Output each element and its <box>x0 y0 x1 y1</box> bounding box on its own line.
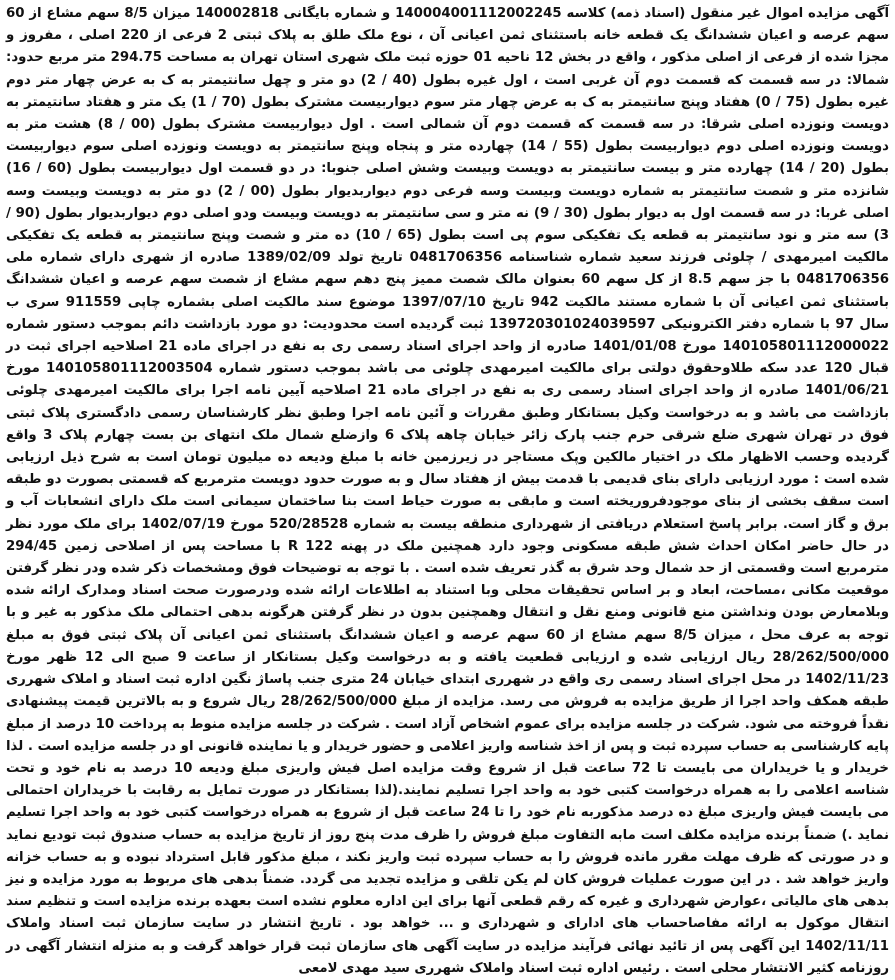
auction-notice-text: آگهی مزایده اموال غیر منقول (اسناد ذمه) کلاسه 140004001112002245 و شماره بایگانی 140002818 میزان 8/5 سهم مشاع از 60 سهم عرصه و اعیان ششدانگ یک قطعه خانه باستثنای ثمن اعیانی آن ، نوع ملک طلق به پلاک ثبتی 2 فرعی از 220 اصلی ، مفروز و مجزا شده از فرعی از اصلی مذکور ، واقع در بخش 12 ناحیه 01 حوزه ثبت ملک شهری استان تهران به مساحت 294.75 متر مربع حدود: شمالا: در سه قسمت که قسمت دوم آن غربی است ، اول غیره بطول (40 / 2) دو متر و چهل سانتیمتر به ک به عرض چهار متر دوم غیره بطول (75 / 0) هفتاد وپنج سانتیمتر به ک به عرض چهار متر سوم دیواربیست مشترک بطول (70 / 1) یک متر و هفتاد سانتیمتر به دویست ونوزده اصلی شرقا: در سه قسمت که قسمت دوم آن شمالی است . اول دیواربیست مشترک بطول (00 / 8) هشت متر به دویست ونوزده اصلی دوم دیواربیست بطول (55 / 14) چهارده متر و پنجاه وپنج سانتیمتر به دویست ونوزده اصلی سوم دیواربیست بطول (20 / 14) چهارده متر و بیست سانتیمتر به دویست وبیست وشش اصلی جنوبا: در دو قسمت اول دیواربیست بطول (60 / 16) شانزده متر و شصت سانتیمتر به شماره دویست وبیست وسه فرعی دوم دیواربدیوار بطول (00 / 2) دو متر به دویست وبیست وسه اصلی غربا: در سه قسمت اول به دیوار بطول (30 / 9) نه متر و سی سانتیمتر به دویست وبیست ودو اصلی دوم دیواربدیوار بطول (90 / 3) سه متر و نود سانتیمتر به قطعه یک تفکیکی سوم پی است بطول (65 / 10) ده متر و شصت وپنج سانتیمتر به قطعه یک تفکیکی مالکیت امیرمهدی / چلوئی فرزند سعید شماره شناسنامه 0481706356 تاریخ تولد 1389/02/09 صادره از شهری دارای شماره ملی 0481706356 با جز سهم 8.5 از کل سهم 60 بعنوان مالک شصت ممیز پنج دهم سهم مشاع از شصت سهم عرصه و اعیان ششدانگ باستثنای ثمن اعیانی آن با شماره مستند مالکیت 942 تاریخ 1397/07/10 موضوع سند مالکیت اصلی بشماره چاپی 911559 سری ب سال 97 با شماره دفتر الکترونیکی 139720301024039597 ثبت گردیده است محدودیت: دو مورد بازداشت دائم بموجب دستور شماره 140105801112000022 مورخ 1401/01/08 صادره از واحد اجرای اسناد رسمی ری به نفع در اجرای ماده 21 اصلاحیه اجرای ثبت در قبال 120 عدد سکه طلاوحقوق دولتی برای مالکیت امیرمهدی چلوئی می باشد بموجب دستور شماره 140105801112003504 مورخ 1401/06/21 صادره از واحد اجرای اسناد رسمی ری به نفع در اجرای ماده 21 اصلاحیه آیین نامه اجرا برای مالکیت امیرمهدی چلوئی بازداشت می باشد و به درخواست وکیل بستانکار وطبق مقررات و آئین نامه اجرا وطبق نظر کارشناسان رسمی دادگستری پلاک ثبتی فوق در تهران شهری ضلع شرقی حرم جنب پارک زائر خیابان چاهه پلاک 6 وازضلع شمال ملک انتهای بن بست چهارم پلاک 3 واقع گردیده وحسب الاظهار ملک در اختیار مالکین وپک مستاجر در زیرزمین خانه با مبلغ ودیعه ده میلیون تومان است به شرح ذیل ارزیابی شده است : مورد ارزیابی دارای بنای قدیمی با قدمت بیش از هفتاد سال و به صورت حدود دویست مترمربع که قسمتی بصورت دو طبقه است سقف بخشی از بنای موجودفروریخته است و مابقی به صورت حیاط است بنا ساختمان سیمانی است ملک دارای انشعابات آب و برق و گاز است. برابر پاسخ استعلام دریافتی از شهرداری منطقه بیست به شماره 520/28528 مورخ 1402/07/19 برای ملک مورد نظر در حال حاضر امکان احداث شش طبقه مسکونی وجود دارد همچنین ملک در پهنه R 122 با مساحت پس از اصلاحی زمین 294/45 مترمربع است وقسمتی از حد شمال وحد شرق به گذر تعریف شده است . با توجه به توضیحات فوق ومشخصات ذکر شده ودر نظر گرفتن موقعیت مکانی ،مساحت، ابعاد و بر اساس تحقیقات محلی وبا استناد به اطلاعات ارائه شده ودرصورت صحت اسناد ومدارک ارائه شده وبلامعارض بودن ونداشتن منع قانونی ومنع نقل و انتقال وهمچنین بدون در نظر گرفتن هرگونه بدهی احتمالی ملک مذکور به غیر و با توجه به عرف محل ، میزان 8/5 سهم مشاع از 60 سهم عرصه و اعیان ششدانگ باستثنای ثمن اعیانی آن پلاک ثبتی فوق به مبلغ 28/262/500/000 ریال ارزیابی شده و ارزیابی قطعیت یافته و به درخواست وکیل بستانکار از ساعت 9 صبح الی 12 ظهر مورخ 1402/11/23 در محل اجرای اسناد رسمی ری واقع در شهرری ابتدای خیابان 24 متری جنب پاساژ نگین اداره ثبت اسناد و املاک شهرری طبقه همکف واحد اجرا از طریق مزایده به فروش می رسد. مزایده از مبلغ 28/262/500/000 ریال شروع و به بالاترین قیمت پیشنهادی نقداً فروخته می شود. شرکت در جلسه مزایده برای عموم اشخاص آزاد است . شرکت در جلسه مزایده منوط به پرداخت 10 درصد از مبلغ پایه کارشناسی به حساب سپرده ثبت و پس از اخذ شناسه واریز اعلامی و حضور خریدار و یا نماینده قانونی او در جلسه مزایده است . لذا خریدار و یا خریداران می بایست تا 72 ساعت قبل از شروع وقت مزایده اصل فیش واریزی مبلغ ودیعه 10 درصد به نام خود و تحت شناسه اعلامی را به همراه درخواست کتبی خود به واحد اجرا تسلیم نمایند.(لذا بستانکار در صورت تمایل به رقابت با خریداران احتمالی می بایست فیش واریزی مبلغ ده درصد مذکوربه نام خود را تا 24 ساعت قبل از شروع به همراه درخواست کتبی خود به واحد اجرا تسلیم نماید .) ضمناً برنده مزایده مکلف است مابه التفاوت مبلغ فروش را ظرف مدت پنج روز از تاریخ مزایده به حساب صندوق ثبت تودیع نماید و در صورتی که ظرف مهلت مقرر مانده فروش را به حساب سپرده ثبت واریز نکند ، مبلغ مذکور قابل استرداد نبوده و به حساب خزانه واریز خواهد شد . در این صورت عملیات فروش کان لم یکن تلقی و مزایده تجدید می گردد. ضمناً بدهی های مربوط به مورد مزایده و نیز بدهی های مالیاتی ،عوارض شهرداری و غیره که رقم قطعی آنها برای این اداره معلوم نشده است بعهده برنده مزایده است و تنظیم سند انتقال موکول به ارائه مفاصاحساب های ادارای و شهرداری و ... خواهد بود . تاریخ انتشار در سایت سازمان ثبت اسناد واملاک 1402/11/11 این آگهی پس از تائید نهائی فرآیند مزایده در سایت آگهی های سازمان ثبت قرار خواهد گرفت و به منزله انتشار آگهی در روزنامه کثیر الانتشار محلی است . رئیس اداره ثبت اسناد واملاک شهرری سید مهدی لامعی <box>6 6 890 976</box>
